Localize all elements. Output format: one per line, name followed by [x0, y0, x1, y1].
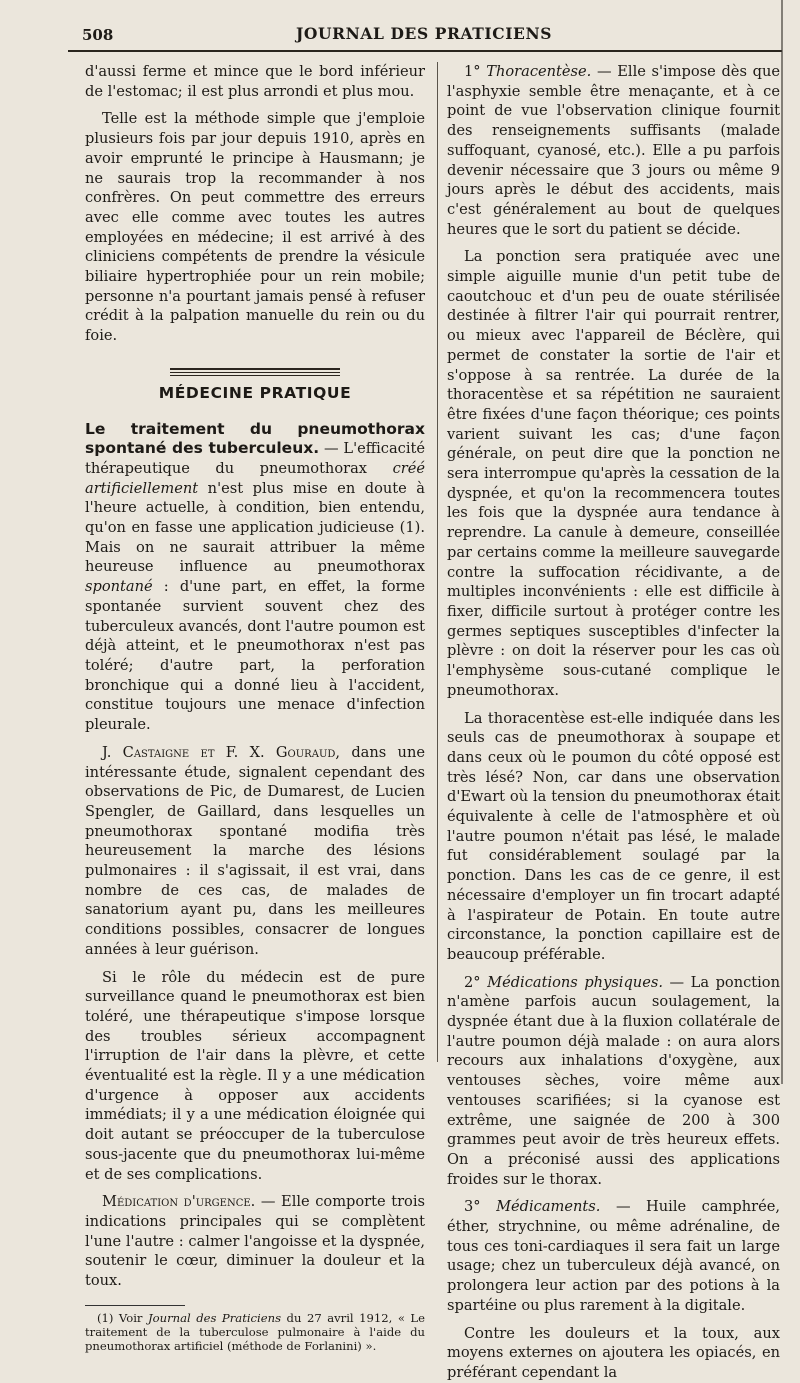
paragraph-physiques: 2° Médications physiques. — La ponction n'amène parfois aucun soulagement, la dyspnée étant due à la fluxion collatérale de l'autre poumon déjà malade : on aura alors recours aux inhalations d'oxygène, aux ventouses sèches, voire même aux ventouses scarifiées; si la cyanose est extrême, une saignée de 200 à 300 grammes peut avoir de très heureux effets. On a préconisé aussi des applications froides sur le thorax.	[447, 973, 780, 1188]
paragraph-intro: Le traitement du pneumothorax spontané des tuberculeux. — L'efficacité thérapeutique du pneumothorax créé artificiellement n'est plus mise en doute à l'heure actuelle, à condition, bien entendu, qu'on en fasse une application judicieuse (1). Mais on ne saurait attribuer la même heureuse influence au pneumothorax spontané : d'une part, en effet, la forme spontanée survient souvent chez des tuberculeux avancés, dont l'autre poumon est déjà atteint, et le pneumothorax n'est pas toléré; d'autre part, la perforation bronchique qui a donné lieu à l'accident, constitue toujours une menace d'infection pleurale.	[85, 419, 425, 734]
paragraph-medicaments: 3° Médicaments. — Huile camphrée, éther, strychnine, ou même adrénaline, de tous ces toni-cardiaques il sera fait un large usage; chez un tuberculeux déjà avancé, on prolongera leur action par des potions à la spartéine ou plus rarement à la digitale.	[447, 1198, 780, 1314]
left-column	[85, 62, 425, 1353]
paragraph-role: Si le rôle du médecin est de pure surveillance quand le pneumothorax est bien toléré, une thérapeutique s'impose lorsque des troubles sérieux accompagnent l'irruption de l'air dans la plèvre, et cette éventualité est la règle. Il y a une médication d'urgence à opposer aux accidents immédiats; il y a une médication éloignée qui doit autant se préoccuper de la tuberculose sous-jacente que du pneumothorax lui-même et de ses complications.	[85, 968, 425, 1183]
section-title: MÉDECINE PRATIQUE	[158, 383, 352, 402]
header-rule	[68, 50, 782, 52]
right-column	[447, 62, 780, 1381]
column-divider	[437, 62, 438, 1062]
paragraph-authors: J. Castaigne et F. X. Gouraud, dans une intéressante étude, signalent cependant des observations de Pic, de Dumarest, de Lucien Spengler, de Gaillard, dans lesquelles un pneumothorax spontané modifia très heureusement la marche des lésions pulmonaires : il s'agissait, il est vrai, dans nombre de ces cas, de malades de sanatorium ayant pu, dans les meilleures conditions possibles, consacrer de longues années à leur guérison.	[85, 743, 425, 958]
page-header	[68, 24, 780, 50]
subheading-thoracentese: Thoracentèse.	[486, 63, 592, 80]
subheading-urgence: Médication d'urgence.	[102, 1193, 256, 1211]
paragraph-method: Telle est la méthode simple que j'emploie plusieurs fois par jour depuis 1910, après en avoir emprunté le principe à Hausmann; je ne saurais trop la recommander à nos confrères. On peut commettre des erreurs avec elle comme avec toutes les autres employées en médecine; il est arrivé à des cliniciens compétents de prendre la vésicule biliaire hypertrophiée pour un rein mobile; personne n'a pourtant jamais pensé à refuser crédit à la palpation manuelle du rein ou du foie.	[85, 110, 425, 345]
page-number: 508	[82, 26, 114, 44]
journal-title: JOURNAL DES PRATICIENS	[295, 24, 553, 43]
footnote: (1) Voir Journal des Praticiens du 27 avril 1912, « Le traitement de la tuberculose pulmonaire à l'aide du pneumothorax artificiel (méthode de Forlanini) ».	[85, 1310, 425, 1353]
authors: J. Castaigne et F. X. Gouraud	[102, 743, 336, 761]
paragraph-ponction: La ponction sera pratiquée avec une simple aiguille munie d'un petit tube de caoutchouc et d'un peu de ouate stérilisée destinée à filtrer l'air qui pourrait rentrer, ou mieux avec l'appareil de Béclère, qui permet de constater la sortie de l'air et s'oppose à sa rentrée. La durée de la thoracentèse et sa répétition ne sauraient être fixées d'une façon théorique; ces points varient suivant les cas; d'une façon générale, on peut dire que la ponction ne sera interrompue qu'après la cessation de la dyspnée, et qu'on la recommencera toutes les fois que la dyspnée aura tendance à reprendre. La canule à demeure, conseillée par certains comme la meilleure sauvegarde contre la suffocation récidivante, a de multiples inconvénients : elle est difficile à fixer, difficile surtout à protéger contre les germes septiques susceptibles d'infecter la plèvre : on doit la réserver pour les cas où l'emphysème sous-cutané complique le pneumothorax.	[447, 248, 780, 699]
subheading-medicaments: Médicaments.	[496, 1198, 601, 1216]
paragraph-indication: La thoracentèse est-elle indiquée dans les seuls cas de pneumothorax à soupape et dans ceux où le poumon du côté opposé est très lésé? Non, car dans une observation d'Ewart où la tension du pneumothorax était équivalente à celle de l'atmosphère et où l'autre poumon n'était pas lésé, le malade fut considérablement soulagé par la ponction. Dans les cas de ce genre, il est nécessaire d'employer un fin trocart adapté à l'aspirateur de Potain. En toute autre circonstance, la ponction capillaire est de beaucoup préférable.	[447, 709, 780, 963]
paragraph-thoracentese: 1° Thoracentèse. — Elle s'impose dès que l'asphyxie semble être menaçante, et à ce point de vue l'observation clinique fournit des renseignements suffisants (malade suffoquant, cyanosé, etc.). Elle a pu parfois devenir nécessaire que 3 jours ou même 9 jours après le début des accidents, mais c'est généralement au bout de quelques heures que le sort du patient se décide.	[447, 63, 780, 238]
section-ornament	[170, 368, 340, 376]
paragraph-continuation: d'aussi ferme et mince que le bord inférieur de l'estomac; il est plus arrondi et plus mou.	[85, 63, 425, 100]
article-title: Le traitement du pneumothorax spontané des tuberculeux.	[85, 419, 425, 458]
subheading-physiques: Médications physiques.	[487, 973, 663, 991]
footnote-rule	[85, 1305, 185, 1306]
paragraph-urgence: Médication d'urgence. — Elle comporte trois indications principales qui se complètent l'une l'autre : calmer l'angoisse et la dyspnée, soutenir le cœur, diminuer la douleur et la toux.	[85, 1193, 425, 1290]
page-edge	[781, 0, 783, 1084]
paragraph-douleurs: Contre les douleurs et la toux, aux moyens externes on ajoutera les opiacés, en préférant cependant la	[447, 1324, 780, 1381]
